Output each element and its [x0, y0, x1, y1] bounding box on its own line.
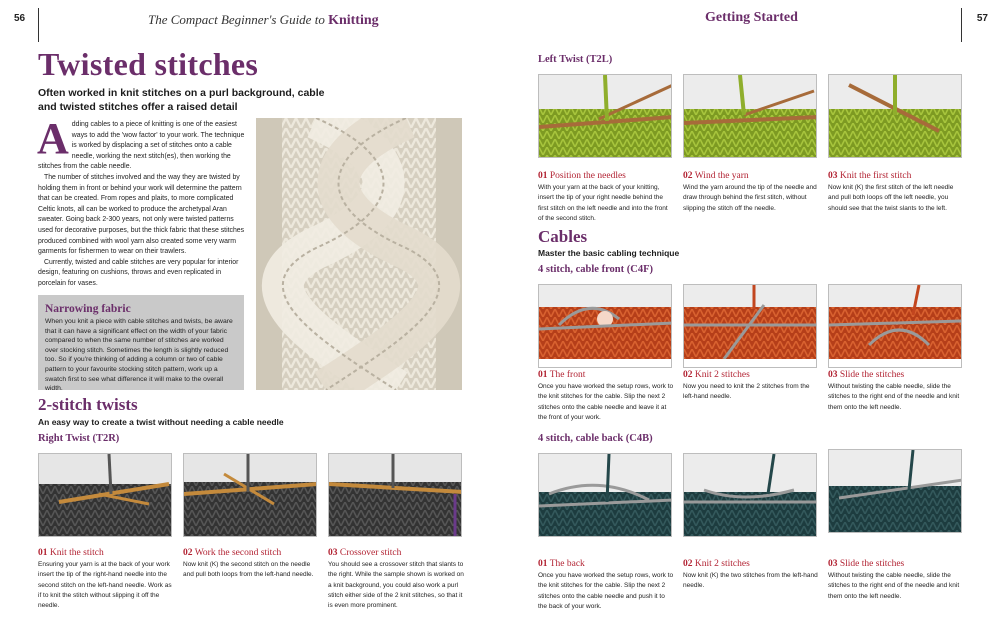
t2l-step-3-number: 03 [828, 171, 838, 181]
c4b-step-3-number: 03 [828, 559, 838, 569]
c4f-step-2-label: Knit 2 stitches [694, 370, 750, 380]
t2l-step-2-title [683, 171, 749, 181]
c4f-step-3-photo [828, 284, 962, 368]
t2l-step-1-text: With your yarn at the back of your knitting, insert the tip of your right needle behind the first stitch on the left needle and into the front of the second stitch. [538, 184, 668, 222]
c4b-step-1-number: 01 [538, 559, 548, 569]
intro-paragraph-3: Currently, twisted and cable stitches are very popular for interior design, featuring on cushions, throws and even replicated in porcelain for vases. [38, 258, 239, 287]
running-head [148, 12, 379, 29]
c4f-step-2-title [683, 370, 750, 380]
t2r-step-2-number: 02 [183, 548, 193, 558]
t2r-step-3-label: Crossover stitch [339, 548, 402, 558]
t2l-step-2-number: 02 [683, 171, 693, 181]
intro-paragraph-2: The number of stitches involved and the way they are twisted by holding them in front or behind your work will determine the pattern that can be created. From ropes and plaits, to more complicated Celtic knots, all can be worked to produce the archetypal Aran sweater. Going back 2-300 years, not only were twisted patterns used for decorative purposes, but the thick fabric that these stitches produced combined with wool yarn also created some very warm garments for fishermen to wear on their trawlers. [38, 173, 245, 256]
t2r-step-1-text: Ensuring your yarn is at the back of your work insert the tip of the right-hand needle into the second stitch on the left-hand needle. Work as if to knit the stitch without slipping it off the needle. [38, 561, 172, 610]
c4b-step-2-number: 02 [683, 559, 693, 569]
c4b-step-2-text: Now knit (K) the two stitches from the left-hand needle. [683, 572, 818, 590]
c4f-step-1-photo [538, 284, 672, 368]
t2l-step-1-title [538, 171, 626, 181]
left-twist-heading: Left Twist (T2L) [538, 54, 613, 65]
intro-paragraph-1: dding cables to a piece of knitting is one of the easiest ways to add the 'wow factor' to your work. The technique is worked by displacing a set of stitches onto a cable needle, working the next stitch(es), then working the stitches from the cable needle. [38, 121, 245, 171]
t2r-step-3-title [328, 548, 401, 558]
left-page-number: 56 [14, 13, 26, 24]
c4f-step-3-label: Slide the stitches [839, 370, 905, 380]
t2l-step-2-label: Wind the yarn [694, 171, 749, 181]
page-title: Twisted stitches [38, 46, 259, 82]
t2r-step-2-label: Work the second stitch [194, 548, 282, 558]
right-header-rule [961, 8, 962, 42]
twists-heading: 2-stitch twists [38, 395, 138, 414]
t2l-step-3-label: Knit the first stitch [839, 171, 912, 181]
cables-heading: Cables [538, 227, 588, 246]
page-subtitle: Often worked in knit stitches on a purl background, cable and twisted stitches offer a raised detail [38, 87, 325, 113]
sidebar-text: When you knit a piece with cable stitches and twists, be aware that it can have a significant effect on the width of your fabric compared to when the same number of stitches are worked over stocking stitch. Sometimes the length is slightly reduced too. So if you're thinking of adding a column or two of cable pattern to your favourite stocking stitch pattern, work up a swatch first to see what difference it will make to the overall width. [45, 318, 233, 393]
cable-back-heading: 4 stitch, cable back (C4B) [538, 433, 653, 444]
c4b-step-2-title [683, 559, 750, 569]
c4b-step-3-label: Slide the stitches [839, 559, 905, 569]
c4f-step-1-text: Once you have worked the setup rows, work to the knit stitches for the cable. Slip the next 2 stitches onto the cable needle and leave it at the front of your work. [538, 383, 674, 421]
twists-subtitle: An easy way to create a twist without needing a cable needle [38, 417, 284, 427]
sidebar-title: Narrowing fabric [45, 303, 131, 315]
t2r-step-3-number: 03 [328, 548, 338, 558]
t2r-step-2-text: Now knit (K) the second stitch on the needle and pull both loops from the left-hand needle. [183, 561, 314, 579]
c4f-step-1-label: The front [549, 370, 586, 380]
t2l-step-3-photo [828, 74, 962, 158]
c4f-step-2-text: Now you need to knit the 2 stitches from the left-hand needle. [683, 383, 810, 401]
t2l-step-1-label: Position the needles [549, 171, 626, 181]
t2r-step-3-photo [328, 453, 462, 537]
t2r-step-2-photo [183, 453, 317, 537]
running-head-emphasis: Knitting [328, 13, 379, 28]
t2l-step-3-title [828, 171, 911, 181]
t2l-step-2-photo [683, 74, 817, 158]
t2r-step-1-label: Knit the stitch [49, 548, 104, 558]
right-page-number: 57 [976, 13, 988, 24]
t2r-step-1-photo [38, 453, 172, 537]
t2l-step-1-number: 01 [538, 171, 548, 181]
cables-subtitle: Master the basic cabling technique [538, 248, 680, 258]
c4b-step-3-photo [828, 449, 962, 533]
t2r-step-3-text: You should see a crossover stitch that slants to the right. While the sample shown is worked on a knit background, you could also work a purl stitch either side of the 2 knit stitches, so that it is even more prominent. [328, 561, 464, 610]
cable-front-heading: 4 stitch, cable front (C4F) [538, 264, 653, 275]
c4b-step-3-text: Without twisting the cable needle, slide the stitches to the right end of the needle and knit them onto the left needle. [828, 572, 960, 600]
t2l-step-2-text: Wind the yarn around the tip of the needle and draw through behind the first stitch, without slipping the stitch off the needle. [683, 184, 817, 212]
c4b-step-1-text: Once you have worked the setup rows, work to the knit stitches for the cable. Slip the next 2 stitches onto the cable needle and push it to the back of your work. [538, 572, 674, 610]
c4b-step-1-title [538, 559, 585, 569]
t2r-step-1-title [38, 548, 104, 558]
c4f-step-3-title [828, 370, 904, 380]
running-head-prefix: The Compact Beginner's Guide to [148, 12, 325, 27]
c4b-step-2-photo [683, 453, 817, 537]
c4f-step-2-photo [683, 284, 817, 368]
t2r-step-1-number: 01 [38, 548, 48, 558]
left-header-rule [38, 8, 39, 42]
drop-cap: A [37, 114, 69, 163]
c4f-step-1-title [538, 370, 585, 380]
c4f-step-3-number: 03 [828, 370, 838, 380]
t2r-step-2-title [183, 548, 281, 558]
c4b-step-1-label: The back [549, 559, 585, 569]
right-twist-heading: Right Twist (T2R) [38, 433, 120, 444]
c4b-step-3-title [828, 559, 904, 569]
c4b-step-2-label: Knit 2 stitches [694, 559, 750, 569]
t2l-step-1-photo [538, 74, 672, 158]
c4f-step-3-text: Without twisting the cable needle, slide the stitches to the right end of the needle and knit them onto the left needle. [828, 383, 960, 411]
c4f-step-1-number: 01 [538, 370, 548, 380]
narrowing-fabric-box [38, 295, 244, 393]
c4f-step-2-number: 02 [683, 370, 693, 380]
cable-knit-photo [256, 118, 462, 390]
t2l-step-3-text: Now knit (K) the first stitch of the left needle and pull both loops off the left needle, you should see that the twist slants to the left. [828, 184, 954, 212]
section-title: Getting Started [705, 10, 798, 25]
c4b-step-1-photo [538, 453, 672, 537]
intro-body [37, 114, 248, 290]
